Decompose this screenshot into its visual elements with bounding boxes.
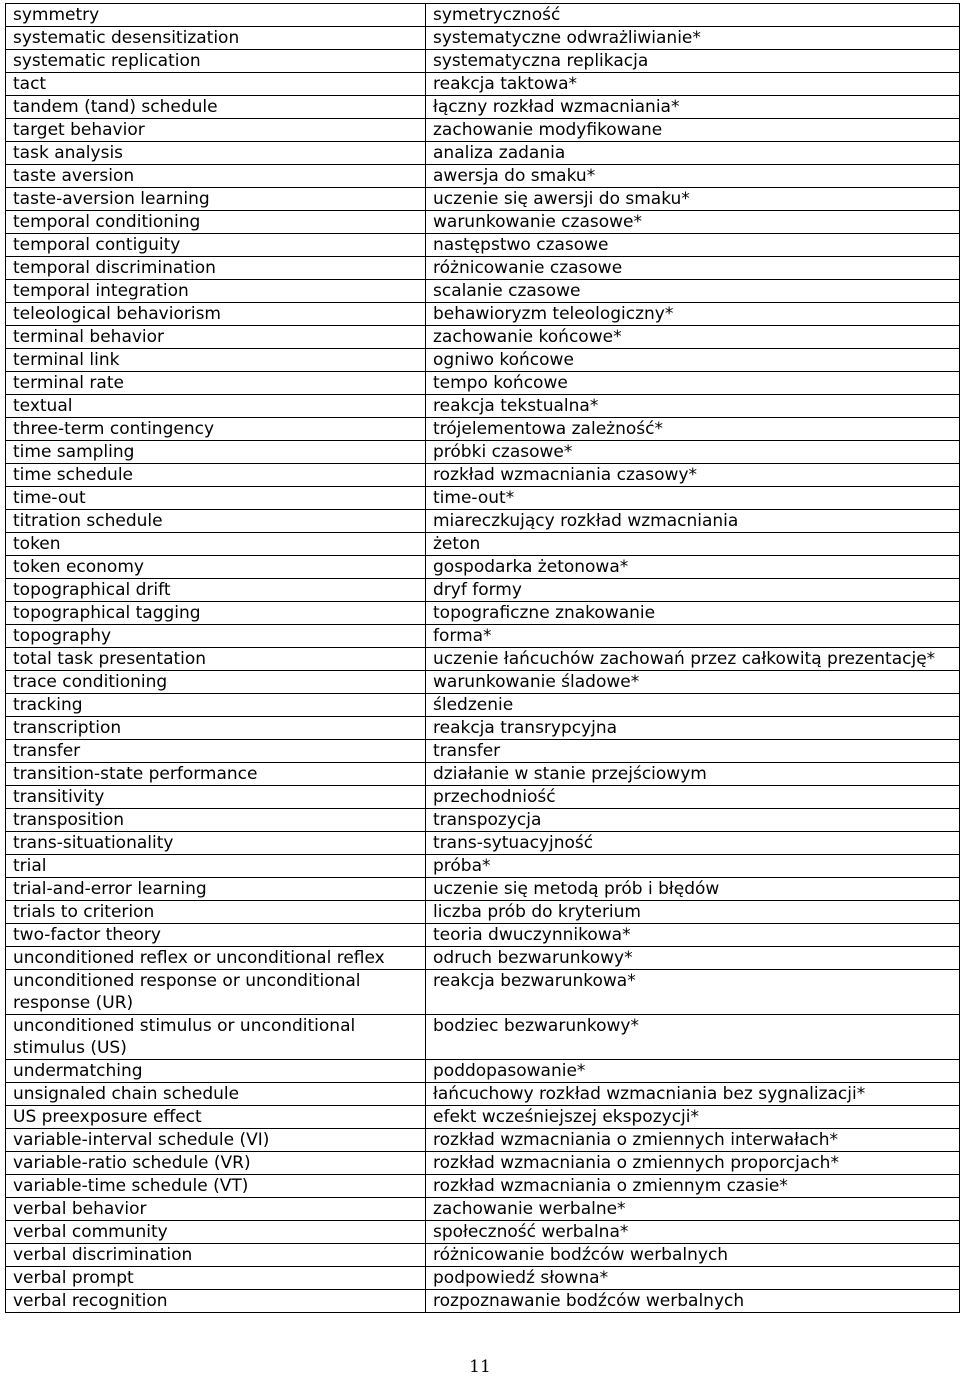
table-row: [6, 740, 960, 763]
polish-term: społeczność werbalna*: [426, 1221, 960, 1244]
english-term: variable-interval schedule (VI): [6, 1129, 426, 1152]
table-row: [6, 280, 960, 303]
table-row: [6, 418, 960, 441]
table-row: [6, 142, 960, 165]
english-term: topographical drift: [6, 579, 426, 602]
english-term: trans-situationality: [6, 832, 426, 855]
polish-term: analiza zadania: [426, 142, 960, 165]
english-term: systematic desensitization: [6, 27, 426, 50]
polish-term: przechodniość: [426, 786, 960, 809]
table-row: [6, 1060, 960, 1083]
table-row: [6, 556, 960, 579]
polish-term: time-out*: [426, 487, 960, 510]
table-row: [6, 50, 960, 73]
english-term: unconditioned reflex or unconditional reflex: [6, 947, 426, 970]
table-row: [6, 211, 960, 234]
english-term: target behavior: [6, 119, 426, 142]
polish-term: łączny rozkład wzmacniania*: [426, 96, 960, 119]
table-row: [6, 832, 960, 855]
english-term: topographical tagging: [6, 602, 426, 625]
english-term: US preexposure effect: [6, 1106, 426, 1129]
polish-term: różnicowanie bodźców werbalnych: [426, 1244, 960, 1267]
english-term: terminal link: [6, 349, 426, 372]
polish-term: podpowiedź słowna*: [426, 1267, 960, 1290]
english-term: tact: [6, 73, 426, 96]
english-term: undermatching: [6, 1060, 426, 1083]
table-row: [6, 533, 960, 556]
glossary-body: [6, 4, 960, 1313]
table-row: [6, 303, 960, 326]
english-term: titration schedule: [6, 510, 426, 533]
english-term: temporal conditioning: [6, 211, 426, 234]
polish-term: reakcja taktowa*: [426, 73, 960, 96]
polish-term: tempo końcowe: [426, 372, 960, 395]
polish-term: zachowanie modyfikowane: [426, 119, 960, 142]
polish-term: następstwo czasowe: [426, 234, 960, 257]
english-term: tandem (tand) schedule: [6, 96, 426, 119]
polish-term: ogniwo końcowe: [426, 349, 960, 372]
english-term: verbal community: [6, 1221, 426, 1244]
polish-term: śledzenie: [426, 694, 960, 717]
table-row: [6, 1244, 960, 1267]
english-term: symmetry: [6, 4, 426, 27]
english-term: terminal rate: [6, 372, 426, 395]
table-row: [6, 1106, 960, 1129]
english-term: taste aversion: [6, 165, 426, 188]
glossary-table: [5, 3, 960, 1313]
polish-term: miareczkujący rozkład wzmacniania: [426, 510, 960, 533]
english-term: transitivity: [6, 786, 426, 809]
polish-term: zachowanie werbalne*: [426, 1198, 960, 1221]
page-number: 11: [469, 1357, 491, 1377]
english-term: trace conditioning: [6, 671, 426, 694]
english-term: systematic replication: [6, 50, 426, 73]
polish-term: bodziec bezwarunkowy*: [426, 1015, 960, 1060]
english-term: verbal discrimination: [6, 1244, 426, 1267]
table-row: [6, 763, 960, 786]
table-row: [6, 1198, 960, 1221]
table-row: [6, 717, 960, 740]
polish-term: systematyczne odwrażliwianie*: [426, 27, 960, 50]
table-row: [6, 1175, 960, 1198]
english-term: unconditioned response or unconditional response (UR): [6, 970, 426, 1015]
english-term: transcription: [6, 717, 426, 740]
polish-term: behawioryzm teleologiczny*: [426, 303, 960, 326]
table-row: [6, 878, 960, 901]
polish-term: awersja do smaku*: [426, 165, 960, 188]
table-row: [6, 73, 960, 96]
table-row: [6, 464, 960, 487]
polish-term: żeton: [426, 533, 960, 556]
polish-term: próbki czasowe*: [426, 441, 960, 464]
polish-term: reakcja transrypcyjna: [426, 717, 960, 740]
polish-term: uczenie się metodą prób i błędów: [426, 878, 960, 901]
table-row: [6, 487, 960, 510]
english-term: taste-aversion learning: [6, 188, 426, 211]
table-row: [6, 602, 960, 625]
polish-term: trans-sytuacyjność: [426, 832, 960, 855]
english-term: three-term contingency: [6, 418, 426, 441]
english-term: trial: [6, 855, 426, 878]
english-term: verbal behavior: [6, 1198, 426, 1221]
english-term: unsignaled chain schedule: [6, 1083, 426, 1106]
polish-term: efekt wcześniejszej ekspozycji*: [426, 1106, 960, 1129]
polish-term: gospodarka żetonowa*: [426, 556, 960, 579]
table-row: [6, 694, 960, 717]
polish-term: działanie w stanie przejściowym: [426, 763, 960, 786]
polish-term: reakcja tekstualna*: [426, 395, 960, 418]
polish-term: topograficzne znakowanie: [426, 602, 960, 625]
polish-term: zachowanie końcowe*: [426, 326, 960, 349]
polish-term: scalanie czasowe: [426, 280, 960, 303]
english-term: verbal prompt: [6, 1267, 426, 1290]
english-term: temporal discrimination: [6, 257, 426, 280]
polish-term: transfer: [426, 740, 960, 763]
english-term: tracking: [6, 694, 426, 717]
polish-term: poddopasowanie*: [426, 1060, 960, 1083]
table-row: [6, 27, 960, 50]
english-term: two-factor theory: [6, 924, 426, 947]
table-row: [6, 395, 960, 418]
table-row: [6, 1221, 960, 1244]
polish-term: warunkowanie śladowe*: [426, 671, 960, 694]
english-term: time-out: [6, 487, 426, 510]
table-row: [6, 188, 960, 211]
table-row: [6, 579, 960, 602]
polish-term: trójelementowa zależność*: [426, 418, 960, 441]
table-row: [6, 326, 960, 349]
table-row: [6, 1129, 960, 1152]
table-row: [6, 671, 960, 694]
table-row: [6, 165, 960, 188]
table-row: [6, 809, 960, 832]
english-term: total task presentation: [6, 648, 426, 671]
table-row: [6, 901, 960, 924]
table-row: [6, 1267, 960, 1290]
table-row: [6, 947, 960, 970]
polish-term: różnicowanie czasowe: [426, 257, 960, 280]
table-row: [6, 510, 960, 533]
english-term: time schedule: [6, 464, 426, 487]
polish-term: teoria dwuczynnikowa*: [426, 924, 960, 947]
table-row: [6, 1290, 960, 1313]
polish-term: rozpoznawanie bodźców werbalnych: [426, 1290, 960, 1313]
table-row: [6, 1083, 960, 1106]
table-row: [6, 1015, 960, 1060]
polish-term: rozkład wzmacniania o zmiennym czasie*: [426, 1175, 960, 1198]
table-row: [6, 648, 960, 671]
english-term: transition-state performance: [6, 763, 426, 786]
table-row: [6, 924, 960, 947]
polish-term: symetryczność: [426, 4, 960, 27]
english-term: token economy: [6, 556, 426, 579]
english-term: verbal recognition: [6, 1290, 426, 1313]
polish-term: rozkład wzmacniania o zmiennych interwałach*: [426, 1129, 960, 1152]
english-term: temporal contiguity: [6, 234, 426, 257]
english-term: task analysis: [6, 142, 426, 165]
english-term: temporal integration: [6, 280, 426, 303]
polish-term: dryf formy: [426, 579, 960, 602]
polish-term: warunkowanie czasowe*: [426, 211, 960, 234]
english-term: teleological behaviorism: [6, 303, 426, 326]
polish-term: transpozycja: [426, 809, 960, 832]
table-row: [6, 234, 960, 257]
table-row: [6, 4, 960, 27]
table-row: [6, 372, 960, 395]
table-row: [6, 970, 960, 1015]
polish-term: reakcja bezwarunkowa*: [426, 970, 960, 1015]
polish-term: liczba prób do kryterium: [426, 901, 960, 924]
english-term: transfer: [6, 740, 426, 763]
english-term: token: [6, 533, 426, 556]
polish-term: rozkład wzmacniania czasowy*: [426, 464, 960, 487]
english-term: textual: [6, 395, 426, 418]
english-term: time sampling: [6, 441, 426, 464]
english-term: terminal behavior: [6, 326, 426, 349]
table-row: [6, 441, 960, 464]
english-term: variable-time schedule (VT): [6, 1175, 426, 1198]
english-term: topography: [6, 625, 426, 648]
table-row: [6, 625, 960, 648]
english-term: variable-ratio schedule (VR): [6, 1152, 426, 1175]
polish-term: odruch bezwarunkowy*: [426, 947, 960, 970]
polish-term: uczenie się awersji do smaku*: [426, 188, 960, 211]
table-row: [6, 855, 960, 878]
table-row: [6, 349, 960, 372]
polish-term: łańcuchowy rozkład wzmacniania bez sygnalizacji*: [426, 1083, 960, 1106]
polish-term: rozkład wzmacniania o zmiennych proporcjach*: [426, 1152, 960, 1175]
english-term: transposition: [6, 809, 426, 832]
polish-term: systematyczna replikacja: [426, 50, 960, 73]
table-row: [6, 257, 960, 280]
polish-term: próba*: [426, 855, 960, 878]
table-row: [6, 786, 960, 809]
english-term: trial-and-error learning: [6, 878, 426, 901]
english-term: unconditioned stimulus or unconditional stimulus (US): [6, 1015, 426, 1060]
table-row: [6, 96, 960, 119]
english-term: trials to criterion: [6, 901, 426, 924]
table-row: [6, 1152, 960, 1175]
polish-term: uczenie łańcuchów zachowań przez całkowitą prezentację*: [426, 648, 960, 671]
polish-term: forma*: [426, 625, 960, 648]
table-row: [6, 119, 960, 142]
